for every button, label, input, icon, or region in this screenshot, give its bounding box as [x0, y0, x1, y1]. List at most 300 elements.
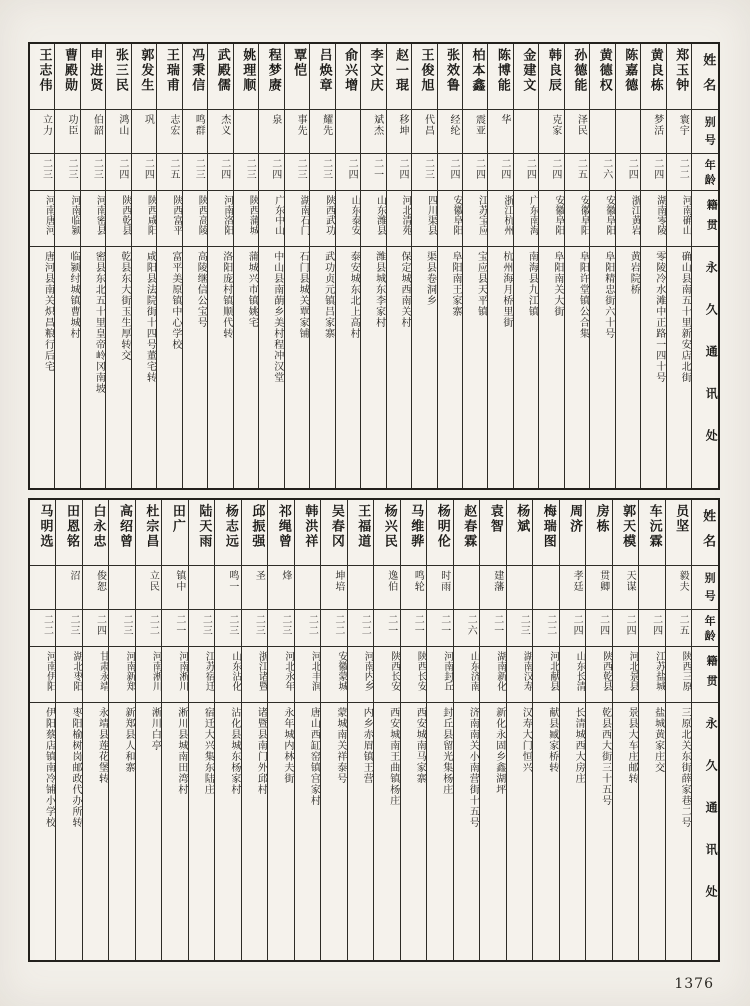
byname-cell: [109, 565, 134, 609]
header-label-address: 永久通讯处: [692, 246, 718, 488]
byname-cell: 立民: [136, 565, 161, 609]
person-column: [615, 44, 640, 488]
name-cell: 孙德能: [571, 48, 587, 93]
person-column: [386, 44, 411, 488]
name-cell: 杜宗昌: [143, 504, 159, 549]
address-cell: 永年城内林夫街: [268, 702, 293, 960]
person-column: [585, 500, 611, 960]
age-cell: 二六: [590, 153, 614, 190]
byname-cell: 寰宇: [667, 109, 691, 153]
person-column: [30, 500, 55, 960]
native-cell: 安徽阜阳: [438, 190, 462, 246]
age-cell: 二四: [83, 609, 108, 646]
address-cell: 西安城南王曲镇杨庄: [374, 702, 399, 960]
name-cell: 白永忠: [90, 504, 106, 549]
age-cell: 二四: [259, 153, 283, 190]
native-cell: 河南淅川: [136, 646, 161, 702]
header-label-byname: 别号: [692, 109, 718, 153]
address-cell: 保定城西南关村: [387, 246, 411, 488]
directory-table: [28, 42, 720, 962]
person-column: [156, 44, 181, 488]
byname-cell: 事先: [285, 109, 309, 153]
person-column: [437, 44, 462, 488]
address-cell: 长清城西大房庄: [560, 702, 585, 960]
native-cell: 山东泰安: [336, 190, 360, 246]
name-cell: 吕焕章: [316, 48, 332, 93]
person-column: [258, 44, 283, 488]
name-cell: 郭发生: [138, 48, 154, 93]
name-cell: 周济: [567, 504, 583, 534]
address-cell: 三原北关东街薛家巷二号: [666, 702, 691, 960]
native-cell: 甘肃永靖: [83, 646, 108, 702]
name-cell: 覃恺: [291, 48, 307, 78]
byname-cell: 镇中: [162, 565, 187, 609]
byname-cell: 代昌: [412, 109, 436, 153]
age-cell: 二一: [401, 609, 426, 646]
native-cell: 广东南海: [514, 190, 538, 246]
native-cell: 陕西蒲城: [234, 190, 258, 246]
name-cell: 袁智: [487, 504, 503, 534]
age-cell: 二四: [208, 153, 232, 190]
address-cell: 宝应县天平镇: [463, 246, 487, 488]
person-column: [479, 500, 505, 960]
age-cell: 二四: [336, 153, 360, 190]
native-cell: 安徽阜阳: [590, 190, 614, 246]
byname-cell: 克家: [539, 109, 563, 153]
age-cell: 二三: [215, 609, 240, 646]
header-column: [691, 44, 718, 488]
native-cell: 安徽蒙城: [321, 646, 346, 702]
name-cell: 赵一琨: [393, 48, 409, 93]
person-column: [400, 500, 426, 960]
byname-cell: 志宏: [157, 109, 181, 153]
native-cell: 陕西武功: [310, 190, 334, 246]
name-cell: 冯秉信: [189, 48, 205, 93]
byname-cell: [454, 565, 479, 609]
address-cell: 乾县西大街三十五号: [586, 702, 611, 960]
name-cell: 姚理顺: [240, 48, 256, 93]
person-column: [131, 44, 156, 488]
byname-cell: 建藩: [480, 565, 505, 609]
native-cell: 河南洛阳: [208, 190, 232, 246]
header-label-byname: 别号: [692, 565, 718, 609]
age-cell: 二一: [374, 609, 399, 646]
person-column: [135, 500, 161, 960]
person-column: [564, 44, 589, 488]
native-cell: 山东长清: [560, 646, 585, 702]
age-cell: 二五: [565, 153, 589, 190]
address-cell: 阜阳许堂镇公合集: [565, 246, 589, 488]
address-cell: 新化永固乡鑫湖坪: [480, 702, 505, 960]
header-label-age: 年龄: [692, 153, 718, 190]
name-cell: 王志伟: [36, 48, 52, 93]
native-cell: 陕西长安: [401, 646, 426, 702]
native-cell: 湖北枣阳: [56, 646, 81, 702]
name-cell: 祁绳曾: [275, 504, 291, 549]
byname-cell: [348, 565, 373, 609]
header-column: [691, 500, 718, 960]
name-cell: 金建文: [520, 48, 536, 93]
person-column: [188, 500, 214, 960]
name-cell: 郑玉钟: [673, 48, 689, 93]
age-cell: 二二: [348, 609, 373, 646]
byname-cell: 俊恕: [83, 565, 108, 609]
address-cell: 蒙城南关祥泰号: [321, 702, 346, 960]
byname-cell: [30, 565, 55, 609]
person-column: [666, 44, 691, 488]
address-cell: 密县东北五十里皇帝岭冈南坡: [81, 246, 105, 488]
name-cell: 高绍曾: [116, 504, 132, 549]
age-cell: 二三: [183, 153, 207, 190]
native-cell: 陕西三原: [666, 646, 691, 702]
address-cell: 宿迁大兴集东陆庄: [189, 702, 214, 960]
address-cell: 高陵继信公宝号: [183, 246, 207, 488]
byname-cell: 鸣轮: [401, 565, 426, 609]
address-cell: 零陵冷水滩中正路一四十号: [641, 246, 665, 488]
byname-cell: 震亚: [463, 109, 487, 153]
person-column: [360, 44, 385, 488]
name-cell: 杨明伦: [434, 504, 450, 549]
address-cell: 黄岩院桥: [616, 246, 640, 488]
address-cell: 中山县南蓢乡美村程冲汉堂: [259, 246, 283, 488]
native-cell: 山东潍县: [361, 190, 385, 246]
age-cell: 二三: [109, 609, 134, 646]
person-column: [665, 500, 691, 960]
byname-cell: 梦活: [641, 109, 665, 153]
person-column: [267, 500, 293, 960]
person-column: [284, 44, 309, 488]
byname-cell: 巩: [132, 109, 156, 153]
person-column: [513, 44, 538, 488]
name-cell: 杨兴民: [381, 504, 397, 549]
address-cell: 南海县九江镇: [514, 246, 538, 488]
byname-cell: 华: [488, 109, 512, 153]
byname-cell: 孝廷: [560, 565, 585, 609]
header-label-native: 籍贯: [692, 190, 718, 246]
name-cell: 李文庆: [367, 48, 383, 93]
byname-cell: 斌杰: [361, 109, 385, 153]
header-label-name: 姓名: [692, 500, 718, 565]
person-column: [182, 44, 207, 488]
age-cell: 二四: [586, 609, 611, 646]
native-cell: 河南封丘: [427, 646, 452, 702]
person-column: [411, 44, 436, 488]
age-cell: 二四: [488, 153, 512, 190]
age-cell: 二三: [242, 609, 267, 646]
native-cell: 河南唐河: [30, 190, 54, 246]
header-label-native: 籍贯: [692, 646, 718, 702]
age-cell: 二四: [132, 153, 156, 190]
age-cell: 二四: [641, 153, 665, 190]
native-cell: 江苏宿迁: [189, 646, 214, 702]
person-column: [108, 500, 134, 960]
native-cell: 陕西咸阳: [132, 190, 156, 246]
native-cell: 浙江黄岩: [616, 190, 640, 246]
byname-cell: 鸣一: [215, 565, 240, 609]
person-column: [54, 44, 79, 488]
age-cell: 二四: [463, 153, 487, 190]
name-cell: 韩洪祥: [302, 504, 318, 549]
person-column: [161, 500, 187, 960]
address-cell: 内乡赤眉镇王营: [348, 702, 373, 960]
native-cell: 陕西乾县: [586, 646, 611, 702]
byname-cell: 泉: [259, 109, 283, 153]
table-band-top: [28, 42, 720, 490]
native-cell: 江苏盐城: [639, 646, 664, 702]
byname-cell: 时雨: [427, 565, 452, 609]
address-cell: 淅川白亭: [136, 702, 161, 960]
address-cell: 淅川县城南田湾村: [162, 702, 187, 960]
age-cell: 二四: [106, 153, 130, 190]
person-column: [640, 44, 665, 488]
header-label-name: 姓名: [692, 44, 718, 109]
byname-cell: 耀先: [310, 109, 334, 153]
native-cell: 河南确山: [667, 190, 691, 246]
name-cell: 房栋: [593, 504, 609, 534]
address-cell: 武功贞元镇吕家寨: [310, 246, 334, 488]
age-cell: 二三: [285, 153, 309, 190]
age-cell: 二四: [514, 153, 538, 190]
address-cell: 沾化县城东杨家村: [215, 702, 240, 960]
byname-cell: [234, 109, 258, 153]
native-cell: 安徽阜阳: [539, 190, 563, 246]
address-cell: 新郑县人和寨: [109, 702, 134, 960]
native-cell: 河南内乡: [348, 646, 373, 702]
name-cell: 王福道: [355, 504, 371, 549]
age-cell: 二四: [639, 609, 664, 646]
person-column: [612, 500, 638, 960]
address-cell: 乾县东大街玉生厚转交: [106, 246, 130, 488]
age-cell: 二二: [321, 609, 346, 646]
person-column: [233, 44, 258, 488]
byname-cell: [616, 109, 640, 153]
person-column: [320, 500, 346, 960]
native-cell: 山东济南: [454, 646, 479, 702]
age-cell: 二三: [268, 609, 293, 646]
byname-cell: 杰义: [208, 109, 232, 153]
name-cell: 陈博能: [494, 48, 510, 93]
byname-cell: [639, 565, 664, 609]
address-cell: 景县大车庄邮转: [613, 702, 638, 960]
byname-cell: 毅夫: [666, 565, 691, 609]
address-cell: 盐城黄家庄交: [639, 702, 664, 960]
name-cell: 申进贤: [87, 48, 103, 93]
byname-cell: 移坤: [387, 109, 411, 153]
age-cell: 二四: [616, 153, 640, 190]
age-cell: 二二: [533, 609, 558, 646]
age-cell: 二四: [613, 609, 638, 646]
age-cell: 二四: [539, 153, 563, 190]
native-cell: 湖南汉寿: [507, 646, 532, 702]
age-cell: 二四: [387, 153, 411, 190]
byname-cell: 天谋: [613, 565, 638, 609]
address-cell: 临颍纣城镇曹城村: [55, 246, 79, 488]
native-cell: 江苏宝应: [463, 190, 487, 246]
byname-cell: 鸿山: [106, 109, 130, 153]
byname-cell: 立力: [30, 109, 54, 153]
address-cell: 封丘县留光集杨庄: [427, 702, 452, 960]
native-cell: 山东沾化: [215, 646, 240, 702]
name-cell: 田恩铭: [63, 504, 79, 549]
name-cell: 赵春霖: [461, 504, 477, 549]
age-cell: 二三: [507, 609, 532, 646]
native-cell: 河北永年: [268, 646, 293, 702]
table-band-bottom: [28, 498, 720, 962]
person-column: [538, 44, 563, 488]
byname-cell: 伯韶: [81, 109, 105, 153]
person-column: [207, 44, 232, 488]
person-column: [82, 500, 108, 960]
address-cell: 西安城南马家寨: [401, 702, 426, 960]
address-cell: 献县臧家桥转: [533, 702, 558, 960]
person-column: [214, 500, 240, 960]
person-column: [294, 500, 320, 960]
age-cell: 二二: [667, 153, 691, 190]
native-cell: 四川渠县: [412, 190, 436, 246]
age-cell: 二二: [136, 609, 161, 646]
person-column: [373, 500, 399, 960]
name-cell: 郭天模: [620, 504, 636, 549]
native-cell: 湖南石门: [285, 190, 309, 246]
address-cell: 石门县城关覃家铺: [285, 246, 309, 488]
native-cell: 湖南零陵: [641, 190, 665, 246]
name-cell: 邱振强: [249, 504, 265, 549]
age-cell: 二一: [480, 609, 505, 646]
name-cell: 曹殿勋: [61, 48, 77, 93]
native-cell: 浙江诸暨: [242, 646, 267, 702]
person-column: [589, 44, 614, 488]
name-cell: 黄良栋: [647, 48, 663, 93]
person-column: [638, 500, 664, 960]
address-cell: 诸暨县南门外邱村: [242, 702, 267, 960]
native-cell: 湖南新化: [480, 646, 505, 702]
byname-cell: [336, 109, 360, 153]
age-cell: 二三: [81, 153, 105, 190]
native-cell: 广东中山: [259, 190, 283, 246]
native-cell: 河南淅川: [162, 646, 187, 702]
name-cell: 俞兴增: [342, 48, 358, 93]
byname-cell: 坤培: [321, 565, 346, 609]
byname-cell: 鸣群: [183, 109, 207, 153]
person-column: [80, 44, 105, 488]
age-cell: 二三: [310, 153, 334, 190]
byname-cell: [507, 565, 532, 609]
native-cell: 河南伊阳: [30, 646, 55, 702]
name-cell: 黄德权: [596, 48, 612, 93]
name-cell: 吴春冈: [328, 504, 344, 549]
name-cell: 马维骅: [408, 504, 424, 549]
name-cell: 张效鲁: [443, 48, 459, 93]
age-cell: 二五: [666, 609, 691, 646]
byname-cell: 圣: [242, 565, 267, 609]
byname-cell: 沼: [56, 565, 81, 609]
age-cell: 二三: [189, 609, 214, 646]
address-cell: 洛阳庞村镇顺代转: [208, 246, 232, 488]
native-cell: 陕西富平: [157, 190, 181, 246]
name-cell: 陈嘉德: [622, 48, 638, 93]
person-column: [347, 500, 373, 960]
person-column: [30, 44, 54, 488]
person-column: [309, 44, 334, 488]
header-label-address: 永久通讯处: [692, 702, 718, 960]
person-column: [487, 44, 512, 488]
name-cell: 车沅霖: [646, 504, 662, 549]
address-cell: 渠县卷洞乡: [412, 246, 436, 488]
byname-cell: 经纶: [438, 109, 462, 153]
name-cell: 张三民: [112, 48, 128, 93]
byname-cell: 贯卿: [586, 565, 611, 609]
name-cell: 杨志远: [222, 504, 238, 549]
byname-cell: 泽民: [565, 109, 589, 153]
age-cell: 二五: [157, 153, 181, 190]
age-cell: 二四: [560, 609, 585, 646]
age-cell: 二一: [361, 153, 385, 190]
address-cell: 杭州海月桥里街: [488, 246, 512, 488]
name-cell: 程梦赓: [265, 48, 281, 93]
name-cell: 田广: [169, 504, 185, 534]
address-cell: 永靖县莲花堡转: [83, 702, 108, 960]
person-column: [105, 44, 130, 488]
name-cell: 韩良辰: [545, 48, 561, 93]
address-cell: 咸阳县法院街十四号董宅转: [132, 246, 156, 488]
address-cell: 确山县南五十里新安店北街: [667, 246, 691, 488]
person-column: [335, 44, 360, 488]
native-cell: 河北献县: [533, 646, 558, 702]
age-cell: 二二: [295, 609, 320, 646]
address-cell: 泰安城东北上高村: [336, 246, 360, 488]
address-cell: 潍县城东李家村: [361, 246, 385, 488]
name-cell: 杨斌: [514, 504, 530, 534]
byname-cell: 逸伯: [374, 565, 399, 609]
native-cell: 浙江杭州: [488, 190, 512, 246]
name-cell: 王瑞甫: [163, 48, 179, 93]
byname-cell: [533, 565, 558, 609]
person-column: [462, 44, 487, 488]
age-cell: 二一: [427, 609, 452, 646]
byname-cell: [590, 109, 614, 153]
age-cell: 二三: [234, 153, 258, 190]
byname-cell: [189, 565, 214, 609]
person-column: [453, 500, 479, 960]
native-cell: 河北清苑: [387, 190, 411, 246]
native-cell: 河北景县: [613, 646, 638, 702]
native-cell: 安徽阜阳: [565, 190, 589, 246]
byname-cell: 功臣: [55, 109, 79, 153]
native-cell: 陕西长安: [374, 646, 399, 702]
address-cell: 唐山西缸窑镇宫家村: [295, 702, 320, 960]
person-column: [241, 500, 267, 960]
byname-cell: 烽: [268, 565, 293, 609]
age-cell: 二六: [454, 609, 479, 646]
age-cell: 二一: [162, 609, 187, 646]
name-cell: 马明选: [37, 504, 53, 549]
age-cell: 二三: [30, 153, 54, 190]
age-cell: 二三: [55, 153, 79, 190]
name-cell: 梅瑞图: [540, 504, 556, 549]
address-cell: 枣阳榆树岗邮政代办所转: [56, 702, 81, 960]
header-label-age: 年龄: [692, 609, 718, 646]
native-cell: 陕西高陵: [183, 190, 207, 246]
person-column: [532, 500, 558, 960]
native-cell: 河北丰润: [295, 646, 320, 702]
person-column: [506, 500, 532, 960]
address-cell: 伊阳蔡店镇南冷铺小学校: [30, 702, 55, 960]
address-cell: 阜阳南王家寨: [438, 246, 462, 488]
address-cell: 富平美原镇中心学校: [157, 246, 181, 488]
name-cell: 王俊旭: [418, 48, 434, 93]
person-column: [426, 500, 452, 960]
address-cell: 汉寿大门恒兴: [507, 702, 532, 960]
